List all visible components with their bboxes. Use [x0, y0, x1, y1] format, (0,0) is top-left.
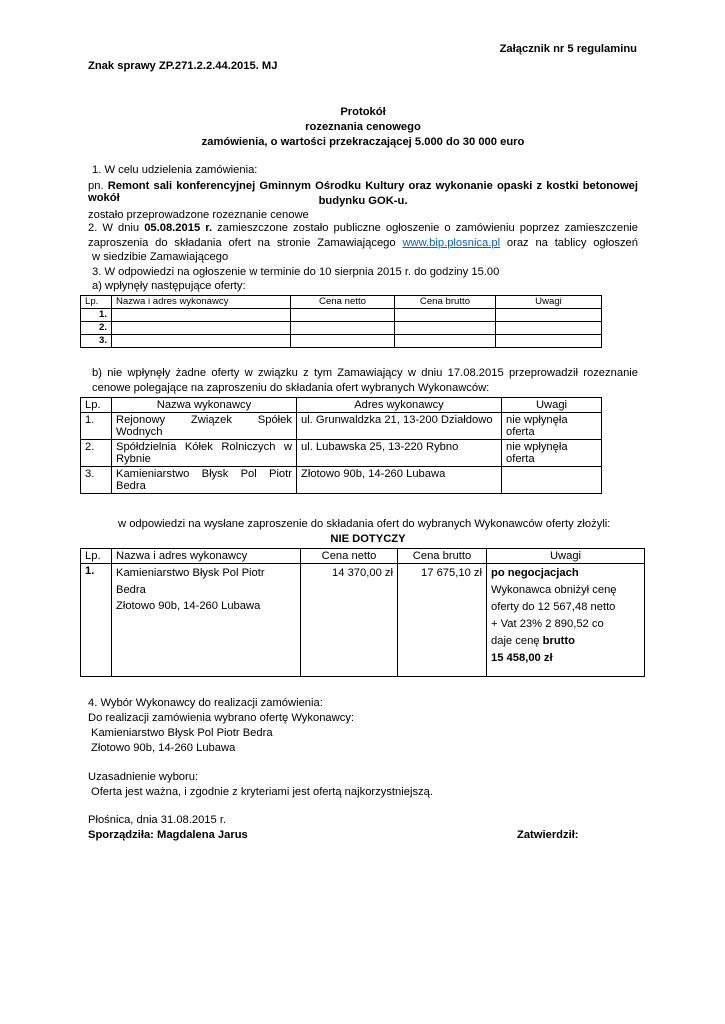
- section-4: [88, 696, 354, 756]
- cell: [395, 322, 496, 335]
- table-row: [81, 322, 602, 335]
- cell: [112, 309, 291, 322]
- table-row: [81, 467, 602, 494]
- text: zaproszenia do składania ofert na stronie Zamawiającego: [88, 237, 403, 249]
- cell: [112, 322, 291, 335]
- note-line: oferta: [506, 426, 535, 438]
- notes: [502, 440, 602, 467]
- col-name: Nazwa i adres wykonawcy: [112, 296, 291, 309]
- name-line: Bedra: [116, 480, 146, 492]
- table-row: [81, 413, 602, 440]
- gross-price: 17 675,10 zł: [398, 564, 487, 677]
- reply-line: w odpowiedzi na wysłane zaproszenie do składania ofert do wybranych Wykonawców oferty złożyli:: [118, 518, 611, 530]
- section-4-heading: 4. Wybór Wykonawcy do realizacji zamówienia:: [88, 697, 323, 709]
- text: zamieszczone zostało publiczne ogłoszenie o zamówieniu poprzez zamieszczenie: [212, 222, 638, 234]
- note-line: [491, 633, 640, 650]
- section-2-line-2: [88, 237, 638, 249]
- row-number: 3.: [81, 335, 112, 348]
- cell: [395, 335, 496, 348]
- not-applicable-label: NIE DOTYCZY: [330, 533, 406, 545]
- name-line: Kamieniarstwo Błysk Pol Piotr: [116, 468, 292, 480]
- section-4-line-1: Do realizacji zamówienia wybrano ofertę Wykonawcy:: [88, 712, 355, 724]
- name-line: Rybnie: [116, 453, 151, 465]
- text: 2. W dniu: [88, 222, 145, 234]
- note-line: Wykonawca obniżył cenę: [491, 584, 617, 596]
- justification-text: Oferta jest ważna, i zgodnie z kryteriami jest ofertą najkorzystniejszą.: [91, 786, 433, 798]
- note-line: nie wpłynęła: [506, 414, 568, 426]
- prefix: pn.: [88, 180, 104, 192]
- cell: [291, 335, 395, 348]
- table-row: [81, 440, 602, 467]
- section-3-line-1: 3. W odpowiedzi na ogłoszenie w terminie do 10 sierpnia 2015 r. do godziny 15.00: [92, 266, 500, 278]
- title-line-3: zamówienia, o wartości przekraczającej 5.000 do 30 000 euro: [201, 136, 525, 148]
- name-line: Wodnych: [116, 426, 163, 438]
- section-3-line-b1: b) nie wpłynęły żadne oferty w związku z tym Zamawiający w dniu 17.08.2015 przeprowadził rozeznanie: [92, 367, 638, 379]
- contractor-address: Złotowo 90b, 14-260 Lubawa: [297, 467, 502, 494]
- place-date: Płośnica, dnia 31.08.2015 r.: [88, 814, 227, 826]
- text: brutto: [542, 635, 575, 647]
- prepared-by: Sporządziła: Magdalena Jarus: [88, 829, 248, 841]
- section-4-line-2: Kamieniarstwo Błysk Pol Piotr Bedra: [91, 727, 273, 739]
- contractor-name: [112, 413, 297, 440]
- offers-table-a: [80, 295, 602, 348]
- cell: [395, 309, 496, 322]
- attachment-label: Załącznik nr 5 regulaminu: [499, 43, 637, 55]
- col-lp: Lp.: [81, 296, 112, 309]
- col-notes: Uwagi: [496, 296, 602, 309]
- cell: [291, 309, 395, 322]
- note-line: nie wpłynęła: [506, 441, 568, 453]
- contractor-name: [112, 440, 297, 467]
- title-line-2: rozeznania cenowego: [305, 121, 421, 133]
- lp: 2.: [81, 440, 112, 467]
- col-name: Nazwa wykonawcy: [112, 398, 297, 413]
- col-notes: Uwagi: [487, 549, 645, 564]
- table-header: [81, 549, 645, 564]
- col-lp: Lp.: [81, 398, 112, 413]
- text: daje cenę: [491, 635, 543, 647]
- col-lp: Lp.: [81, 549, 112, 564]
- contract-name: Remont sali konferencyjnej Gminnym Ośrodku Kultury oraz wykonanie opaski z kostki betonowej wokół: [88, 180, 639, 204]
- section-4-line-3: Złotowo 90b, 14-260 Lubawa: [91, 742, 236, 754]
- table-row: [81, 335, 602, 348]
- contractor: [112, 564, 301, 677]
- col-notes: Uwagi: [502, 398, 602, 413]
- section-1-heading: 1. W celu udzielenia zamówienia:: [92, 164, 258, 176]
- lp: 1.: [81, 413, 112, 440]
- section-1-name-line-2: budynku GOK-u.: [318, 195, 408, 207]
- contractor-address: ul. Grunwaldzka 21, 13-200 Działdowo: [297, 413, 502, 440]
- name-line: Kamieniarstwo Błysk Pol Piotr Bedra: [116, 567, 265, 596]
- bip-link[interactable]: www.bip.plosnica.pl: [402, 237, 501, 249]
- col-net: Cena netto: [291, 296, 395, 309]
- lp: 3.: [81, 467, 112, 494]
- cell: [496, 335, 602, 348]
- notes: [487, 564, 645, 677]
- col-net: Cena netto: [301, 549, 398, 564]
- name-line: Rejonowy Związek Spółek: [116, 414, 292, 426]
- cell: [112, 335, 291, 348]
- net-price: 14 370,00 zł: [301, 564, 398, 677]
- col-gross: Cena brutto: [395, 296, 496, 309]
- cell: [496, 322, 602, 335]
- section-2-line-3: w siedzibie Zamawiającego: [92, 251, 229, 263]
- table-header: [81, 398, 602, 413]
- contractor-name: [112, 467, 297, 494]
- invited-contractors-table: [80, 397, 602, 494]
- row-number: 1.: [81, 309, 112, 322]
- note-line: oferta: [506, 453, 535, 465]
- col-address: Adres wykonawcy: [297, 398, 502, 413]
- cell: [291, 322, 395, 335]
- contractor-address: ul. Lubawska 25, 13-220 Rybno: [297, 440, 502, 467]
- note-line: 15 458,00 zł: [491, 652, 553, 664]
- section-2-line-1: [88, 222, 638, 234]
- submitted-offers-table: [80, 548, 645, 677]
- section-3-line-b2: cenowe polegające na zaproszeniu do składania ofert wybranych Wykonawców:: [92, 382, 490, 394]
- cell: [496, 309, 602, 322]
- justification: [88, 770, 433, 800]
- row-number: 2.: [81, 322, 112, 335]
- table-row: [81, 564, 645, 677]
- approved-by: Zatwierdził:: [517, 829, 579, 841]
- announcement-date: 05.08.2015 r.: [144, 222, 213, 234]
- section-1-conducted: zostało przeprowadzone rozeznanie cenowe: [88, 209, 309, 221]
- note-line: + Vat 23% 2 890,52 co: [491, 618, 604, 630]
- col-name: Nazwa i adres wykonawcy: [112, 549, 301, 564]
- col-gross: Cena brutto: [398, 549, 487, 564]
- case-number: Znak sprawy ZP.271.2.2.44.2015. MJ: [88, 60, 278, 72]
- table-header: [81, 296, 602, 309]
- notes: [502, 413, 602, 440]
- note-line: oferty do 12 567,48 netto: [491, 601, 616, 613]
- name-line: Złotowo 90b, 14-260 Lubawa: [116, 600, 261, 612]
- title-line-1: Protokół: [340, 106, 386, 118]
- table-row: [81, 309, 602, 322]
- note-line: po negocjacjach: [491, 567, 579, 579]
- text: oraz na tablicy ogłoszeń: [500, 237, 638, 249]
- justification-heading: Uzasadnienie wyboru:: [88, 771, 199, 783]
- notes: [502, 467, 602, 494]
- lp: 1.: [81, 564, 112, 677]
- section-3-line-a: a) wpłynęły następujące oferty:: [92, 280, 246, 292]
- document-title: [88, 105, 638, 150]
- name-line: Spółdzielnia Kółek Rolniczych w: [116, 441, 292, 453]
